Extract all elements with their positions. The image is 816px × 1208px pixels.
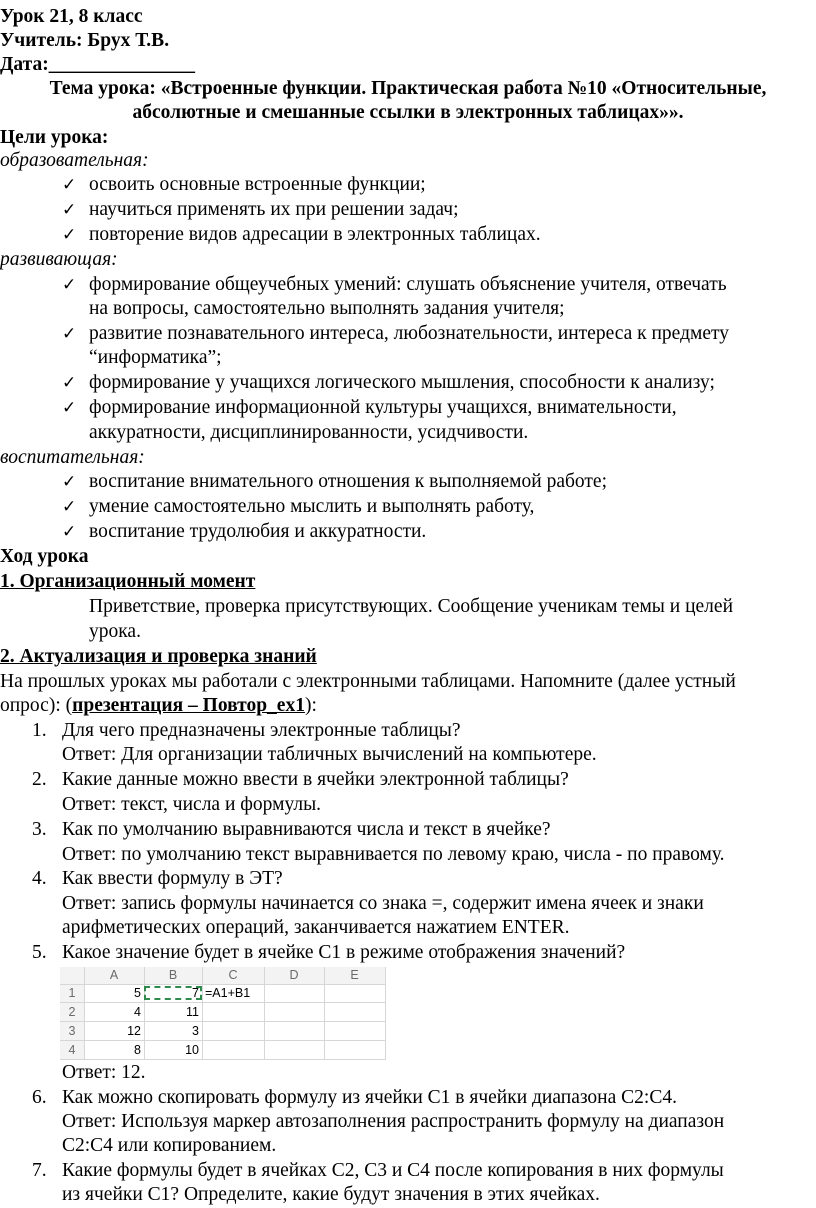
list-item: умение самостоятельно мыслить и выполнять работу, — [89, 496, 535, 517]
row-header-4: 4 — [68, 1043, 76, 1057]
section-2-title: 2. Актуализация и проверка знаний — [0, 646, 317, 667]
cell-b2: 11 — [186, 1005, 199, 1019]
question-text: Как ввести формулу в ЭТ? — [62, 868, 283, 889]
question-text: Как по умолчанию выравниваются числа и текст в ячейке? — [62, 819, 551, 840]
question-number: 3. — [32, 819, 47, 840]
checkmark-icon: ✓ — [62, 225, 77, 244]
cell-b4: 10 — [185, 1043, 199, 1057]
goals-heading: Цели урока: — [0, 127, 109, 148]
developing-label: развивающая: — [0, 249, 118, 270]
question-text: Какие формулы будет в ячейках С2, С3 и С4 после копирования в них формулы — [62, 1160, 724, 1181]
cell-a3: 12 — [127, 1024, 141, 1038]
list-item-continuation: аккуратности, дисциплинированности, усидчивости. — [89, 422, 529, 443]
cell-b3: 3 — [192, 1024, 199, 1038]
section-2-intro: На прошлых уроках мы работали с электронными таблицами. Напомните (далее устный — [0, 671, 736, 692]
section-1-text: Приветствие, проверка присутствующих. Сообщение ученикам темы и целей — [89, 596, 734, 617]
list-item: воспитание внимательного отношения к выполняемой работе; — [89, 471, 607, 492]
column-header-c: C — [228, 968, 238, 982]
list-item-continuation: “информатика”; — [89, 347, 222, 368]
answer-text-continuation: С2:С4 или копированием. — [62, 1135, 277, 1156]
question-text: Какие данные можно ввести в ячейки электронной таблицы? — [62, 769, 569, 790]
answer-text: Ответ: по умолчанию текст выравнивается по левому краю, числа - по правому. — [62, 844, 725, 865]
question-text: Как можно скопировать формулу из ячейки С1 в ячейки диапазона С2:С4. — [62, 1087, 677, 1108]
section-2-intro-continuation — [0, 694, 317, 718]
teacher-name: Учитель: Брух Т.В. — [0, 30, 170, 51]
course-heading: Ход урока — [0, 546, 89, 567]
answer-text: Ответ: Для организации табличных вычислений на компьютере. — [62, 744, 597, 765]
cell-a1: 5 — [134, 986, 141, 1000]
column-header-a: A — [109, 968, 119, 982]
row-header-2: 2 — [68, 1005, 76, 1019]
answer-text-continuation: арифметических операций, заканчивается нажатием ENTER. — [62, 917, 570, 938]
cell-a4: 8 — [134, 1043, 141, 1057]
cell-c1-formula: =A1+B1 — [205, 986, 251, 1000]
intro-suffix: ): — [304, 695, 317, 716]
section-1-title: 1. Организационный момент — [0, 571, 256, 592]
intro-prefix: опрос): ( — [0, 695, 73, 716]
checkmark-icon: ✓ — [62, 200, 77, 219]
answer-text: Ответ: 12. — [62, 1062, 146, 1083]
list-item: освоить основные встроенные функции; — [89, 174, 426, 195]
topic-line-1: Тема урока: «Встроенные функции. Практическая работа №10 «Относительные, — [49, 78, 767, 99]
checkmark-icon: ✓ — [62, 522, 77, 541]
question-text: Какое значение будет в ячейке С1 в режиме отображения значений? — [62, 942, 626, 963]
checkmark-icon: ✓ — [62, 324, 77, 343]
question-number: 7. — [32, 1160, 47, 1181]
answer-text: Ответ: запись формулы начинается со знака =, содержит имена ячеек и знаки — [62, 893, 704, 914]
row-header-3: 3 — [68, 1024, 76, 1038]
cell-b1: 7 — [192, 986, 199, 1000]
list-item: формирование общеучебных умений: слушать объяснение учителя, отвечать — [89, 274, 727, 295]
spreadsheet-snippet — [60, 967, 386, 1060]
cell-a2: 4 — [134, 1005, 141, 1019]
question-text: Для чего предназначены электронные таблицы? — [62, 720, 461, 741]
list-item: формирование информационной культуры учащихся, внимательности, — [89, 397, 677, 418]
topic-line-2: абсолютные и смешанные ссылки в электронных таблицах»». — [132, 102, 684, 123]
checkmark-icon: ✓ — [62, 398, 77, 417]
answer-text: Ответ: текст, числа и формулы. — [62, 794, 322, 815]
checkmark-icon: ✓ — [62, 472, 77, 491]
checkmark-icon: ✓ — [62, 175, 77, 194]
question-number: 6. — [32, 1087, 47, 1108]
column-header-e: E — [350, 968, 359, 982]
column-header-d: D — [289, 968, 299, 982]
question-number: 5. — [32, 942, 47, 963]
checkmark-icon: ✓ — [62, 275, 77, 294]
question-text-continuation: из ячейки С1? Определите, какие будут значения в этих ячейках. — [62, 1184, 600, 1205]
educational-label: образовательная: — [0, 150, 149, 171]
row-header-1: 1 — [68, 986, 76, 1000]
list-item: повторение видов адресации в электронных таблицах. — [89, 224, 541, 245]
checkmark-icon: ✓ — [62, 373, 77, 392]
list-item: формирование у учащихся логического мышления, способности к анализу; — [89, 372, 715, 393]
question-number: 1. — [32, 720, 47, 741]
list-item: развитие познавательного интереса, любознательности, интереса к предмету — [89, 323, 729, 344]
column-header-b: B — [168, 968, 178, 982]
answer-text: Ответ: Используя маркер автозаполнения распространить формулу на диапазон — [62, 1111, 725, 1132]
list-item: воспитание трудолюбия и аккуратности. — [89, 521, 427, 542]
question-number: 4. — [32, 868, 47, 889]
list-item: научиться применять их при решении задач; — [89, 199, 459, 220]
question-number: 2. — [32, 769, 47, 790]
lesson-number: Урок 21, 8 класс — [0, 6, 143, 27]
section-1-text-continuation: урока. — [89, 621, 141, 642]
list-item-continuation: на вопросы, самостоятельно выполнять задания учителя; — [89, 298, 565, 319]
checkmark-icon: ✓ — [62, 497, 77, 516]
lesson-date: Дата:_______________ — [0, 54, 195, 75]
presentation-reference: презентация – Повтор_ex1 — [72, 695, 305, 716]
upbringing-label: воспитательная: — [0, 447, 145, 468]
